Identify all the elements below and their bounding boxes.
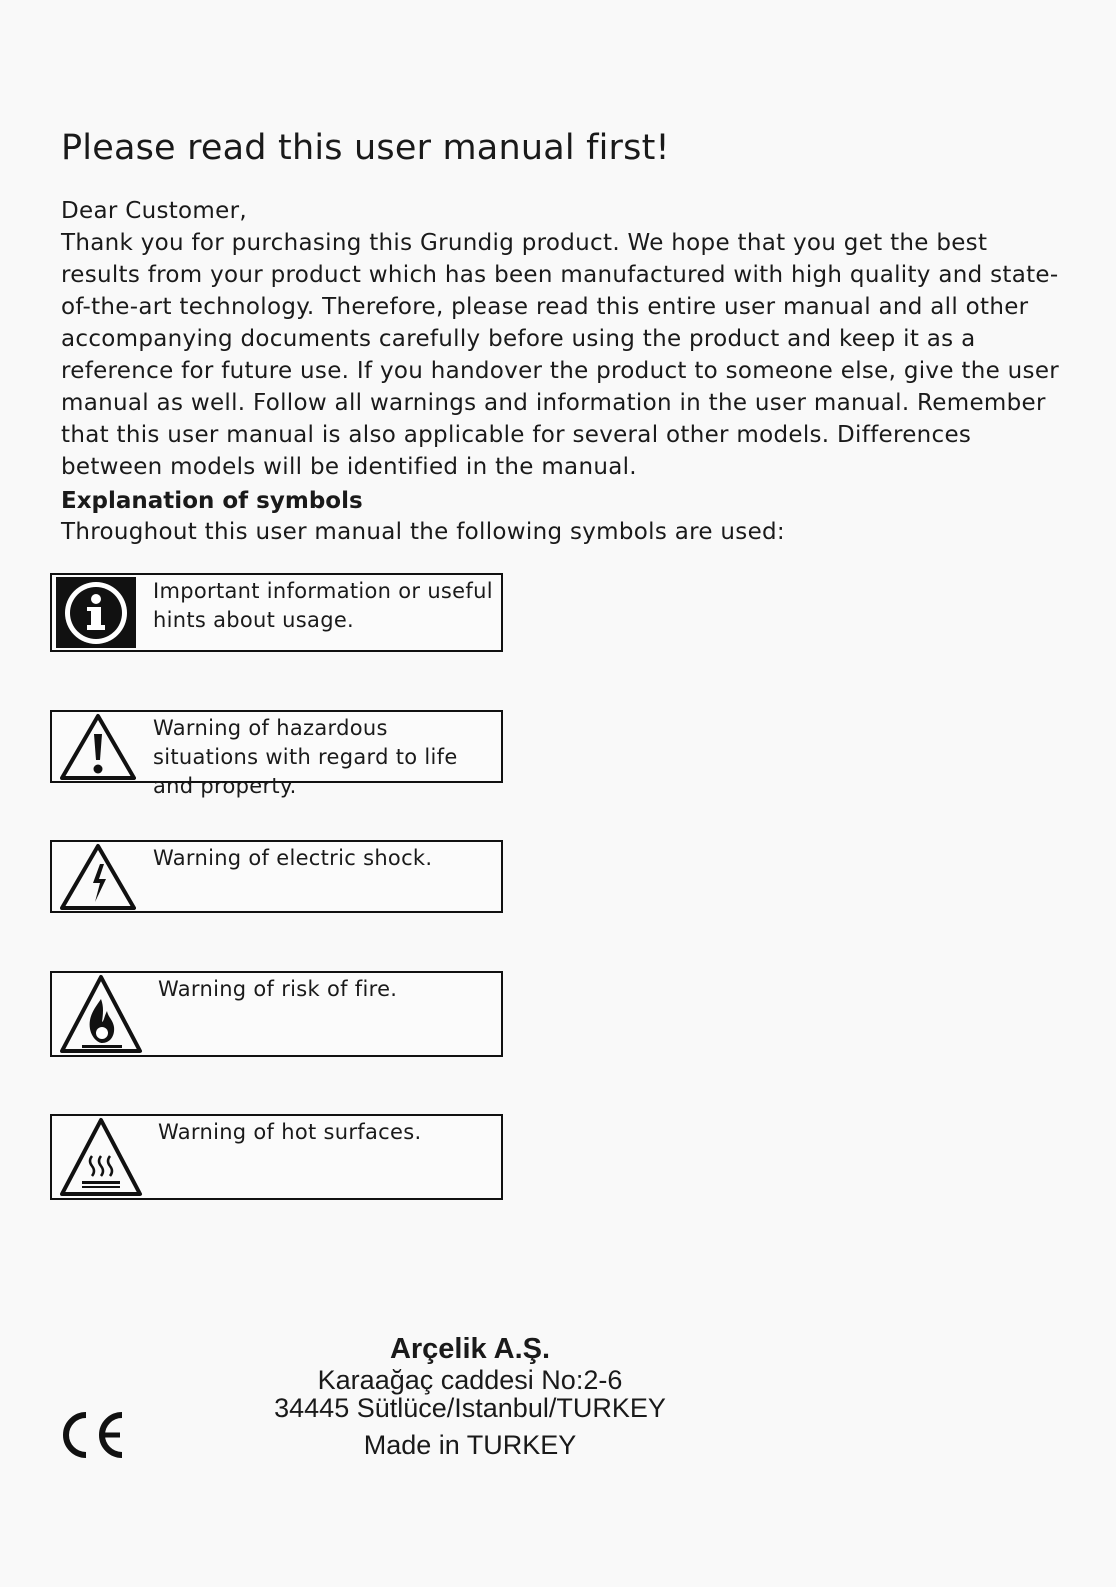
symbol-box-electric [50, 840, 503, 913]
manufacturer-address [250, 1332, 690, 1460]
symbol-box-fire [50, 971, 503, 1057]
hot-surface-icon [52, 1116, 144, 1198]
made-in-label: Made in TURKEY [363, 1430, 577, 1460]
company-name: Arçelik A.Ş. [389, 1333, 551, 1365]
symbol-box-info [50, 573, 503, 652]
symbol-box-hot [50, 1114, 503, 1200]
symbol-label-warning: Warning of hazardous situations with regard to life and property. [153, 716, 458, 798]
electric-shock-icon [52, 842, 136, 911]
fire-icon [52, 973, 144, 1055]
address-line-1: Karaağaç caddesi No:2-6 [317, 1365, 623, 1395]
intro-text [61, 195, 1061, 483]
warning-exclamation-icon [52, 712, 136, 781]
ce-mark-icon [56, 1409, 128, 1461]
symbol-label-info: Important information or useful hints about usage. [153, 579, 493, 632]
symbol-label-electric: Warning of electric shock. [153, 846, 433, 870]
greeting: Dear Customer, [61, 198, 247, 224]
address-line-2: 34445 Sütlüce/Istanbul/TURKEY [274, 1393, 666, 1423]
symbols-subtext: Throughout this user manual the following symbols are used: [61, 519, 785, 545]
symbols-heading: Explanation of symbols [61, 488, 363, 514]
symbol-label-hot: Warning of hot surfaces. [158, 1120, 422, 1144]
symbol-box-warning [50, 710, 503, 798]
symbol-label-fire: Warning of risk of fire. [158, 977, 398, 1001]
info-icon [52, 575, 136, 650]
page-title: Please read this user manual first! [61, 128, 670, 168]
intro-paragraph: Thank you for purchasing this Grundig product. We hope that you get the best results from your product which has been manufactured with high quality and state-of-the-art technology. Therefore, please read this entire user manual and all other accompanying documents carefully before using the product and keep it as a reference for future use. If you handover the product to someone else, give the user manual as well. Follow all warnings and information in the user manual. Remember that this user manual is also applicable for several other models. Differences between models will be identified in the manual. [61, 230, 1060, 480]
